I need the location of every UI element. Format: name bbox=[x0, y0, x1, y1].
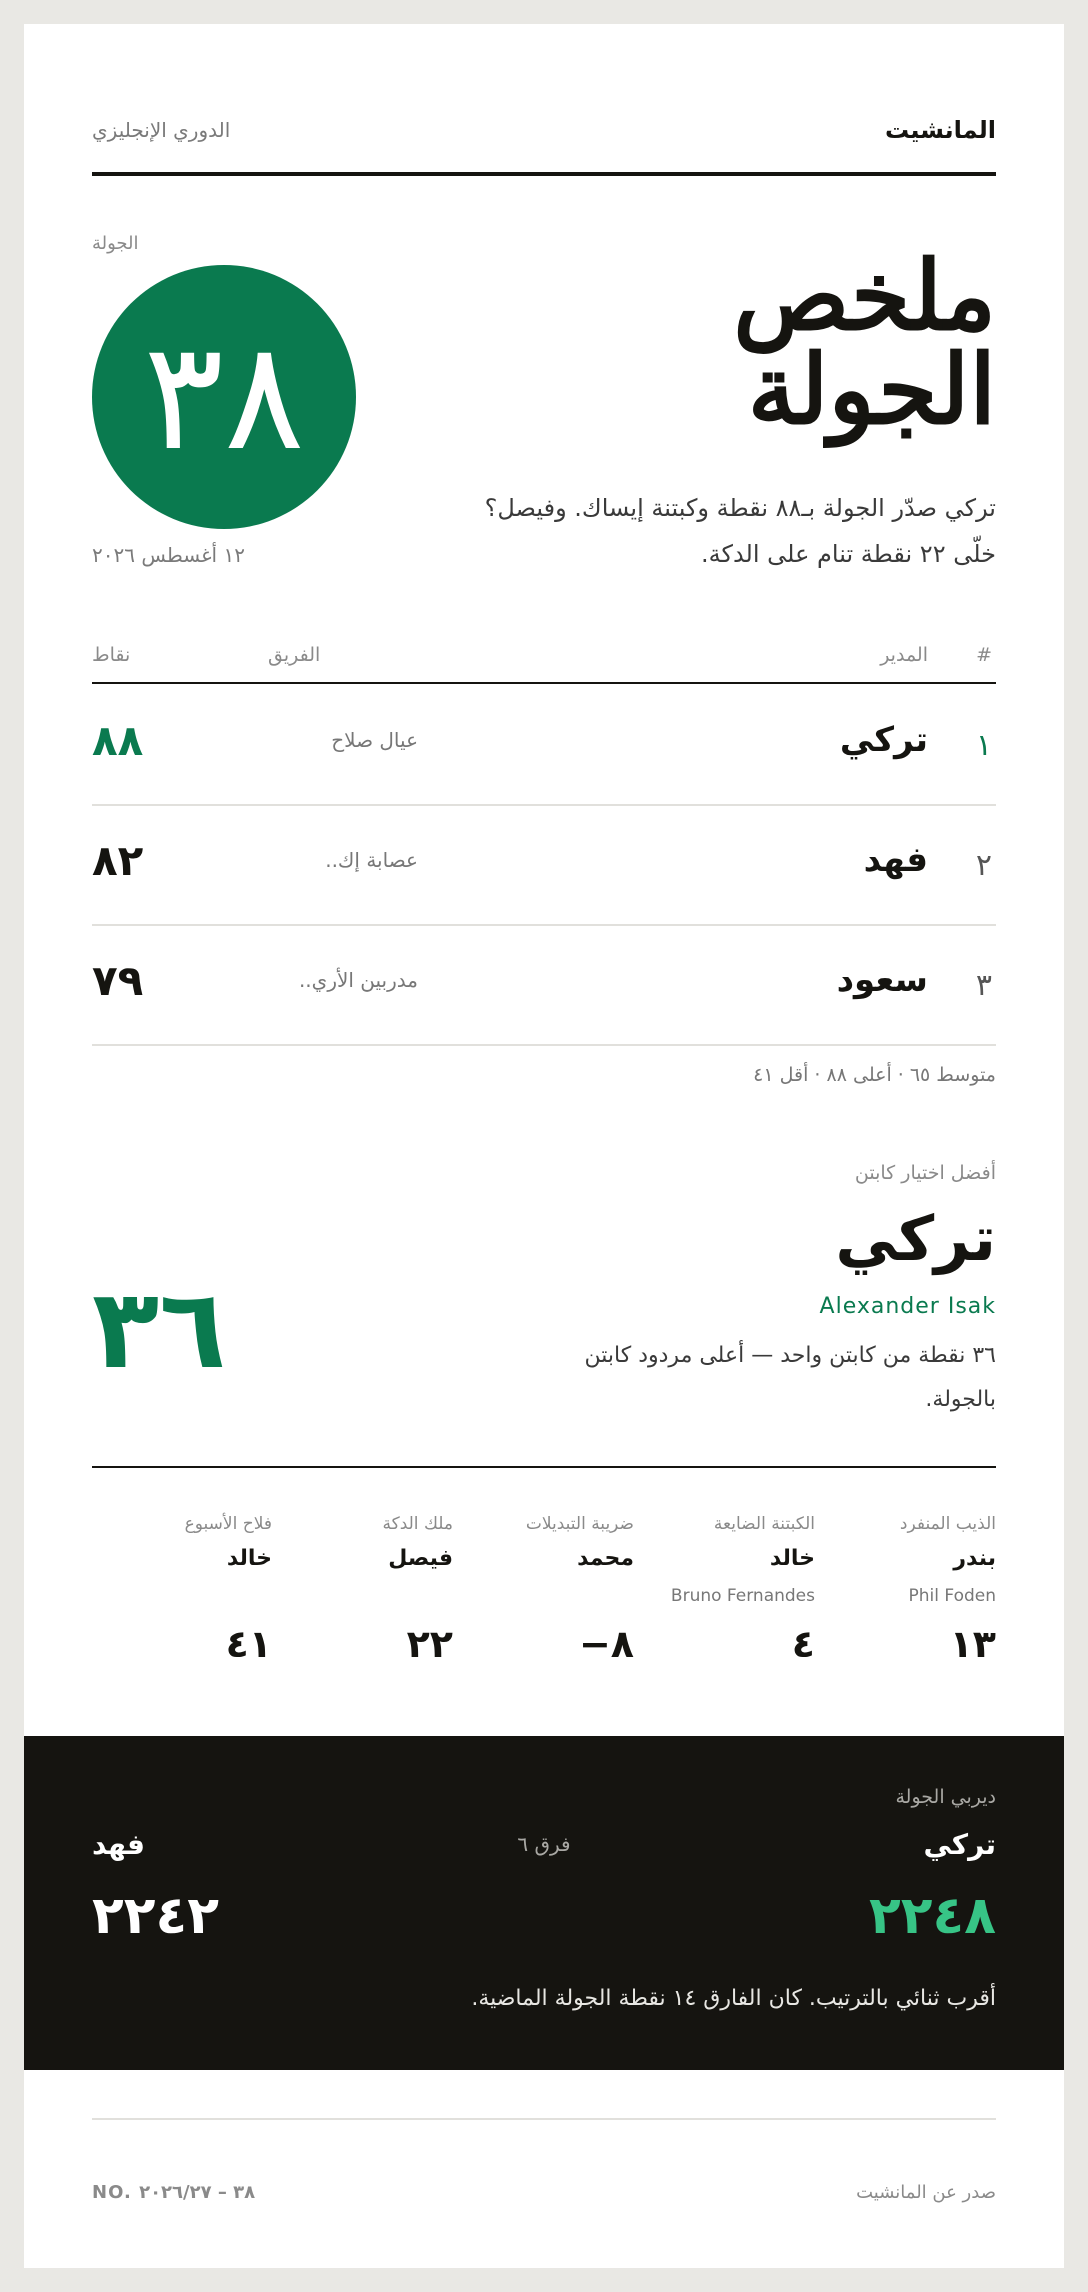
award-value: ٨− bbox=[578, 1622, 634, 1666]
table-row[interactable] bbox=[92, 686, 996, 806]
award-bench-king bbox=[273, 1514, 453, 1666]
standings-table bbox=[92, 686, 996, 1046]
captain-manager: تركي bbox=[835, 1202, 996, 1275]
row-manager: فهد bbox=[863, 840, 928, 880]
hero-section bbox=[92, 219, 996, 579]
derby-label: ديربي الجولة bbox=[895, 1786, 996, 1808]
captain-player: Alexander Isak bbox=[819, 1294, 996, 1319]
row-points: ٨٨ bbox=[92, 716, 144, 765]
award-player bbox=[273, 1586, 453, 1622]
derby-score-b: ٢٢٤٢ bbox=[92, 1886, 219, 1946]
footer-publisher: صدر عن المانشيت bbox=[856, 2182, 996, 2203]
award-manager: خالد bbox=[769, 1546, 815, 1571]
round-date: ١٢ أغسطس ٢٠٢٦ bbox=[92, 543, 245, 567]
award-value: ٤ bbox=[791, 1622, 815, 1666]
row-team: عصابة إك.. bbox=[325, 848, 418, 872]
table-row[interactable] bbox=[92, 926, 996, 1046]
standings-stats: متوسط ٦٥ · أعلى ٨٨ · أقل ٤١ bbox=[753, 1064, 996, 1086]
award-manager: محمد bbox=[577, 1546, 634, 1571]
row-points: ٨٢ bbox=[92, 836, 144, 885]
derby-note: أقرب ثنائي بالترتيب. كان الفارق ١٤ نقطة الجولة الماضية. bbox=[471, 1986, 996, 2011]
header-rank: # bbox=[976, 644, 992, 666]
award-wasted-captaincy bbox=[635, 1514, 815, 1666]
derby-team-a: تركي bbox=[923, 1828, 996, 1861]
header-manager: المدير bbox=[880, 644, 928, 666]
award-value: ٢٢ bbox=[406, 1622, 453, 1666]
award-value: ١٣ bbox=[949, 1622, 996, 1666]
awards-row bbox=[92, 1514, 996, 1714]
row-team: مدربين الأري.. bbox=[298, 968, 418, 992]
award-value: ٤١ bbox=[225, 1622, 272, 1666]
row-team: عيال صلاح bbox=[331, 728, 418, 752]
captain-section bbox=[92, 1154, 996, 1468]
captain-label: أفضل اختيار كابتن bbox=[854, 1162, 996, 1184]
award-lone-wolf bbox=[816, 1514, 996, 1666]
league-name: الدوري الإنجليزي bbox=[92, 118, 231, 142]
award-player bbox=[454, 1586, 634, 1622]
row-rank: ٣ bbox=[975, 968, 992, 1003]
award-manager: بندر bbox=[953, 1546, 996, 1571]
footer-issue-number: NO. ٣٨ – ٢٠٢٦/٢٧ bbox=[92, 2182, 256, 2203]
award-label: ملك الدكة bbox=[382, 1514, 453, 1534]
award-player: Bruno Fernandes bbox=[670, 1586, 815, 1606]
newsletter-sheet bbox=[24, 24, 1064, 2268]
award-player bbox=[92, 1586, 272, 1622]
masthead bbox=[92, 94, 996, 176]
row-manager: سعود bbox=[836, 960, 928, 1000]
page-title: ملخص الجولة bbox=[733, 239, 996, 446]
captain-note: ٣٦ نقطة من كابتن واحد — أعلى مردود كابتن بالجولة. bbox=[584, 1343, 996, 1412]
row-points: ٧٩ bbox=[92, 956, 144, 1005]
award-transfer-tax bbox=[454, 1514, 634, 1666]
footer-divider bbox=[92, 2118, 996, 2120]
derby-team-b: فهد bbox=[92, 1828, 145, 1861]
award-label: الذيب المنفرد bbox=[899, 1514, 996, 1534]
row-rank: ١ bbox=[975, 728, 992, 763]
award-label: الكبتنة الضايعة bbox=[713, 1514, 815, 1534]
derby-difference: فرق ٦ bbox=[517, 1832, 571, 1856]
header-team: الفريق bbox=[268, 644, 321, 666]
row-manager: تركي bbox=[839, 720, 928, 760]
header-points: نقاط bbox=[92, 644, 131, 666]
award-manager: فيصل bbox=[388, 1546, 453, 1571]
derby-section bbox=[24, 1736, 1064, 2070]
award-label: ضريبة التبديلات bbox=[525, 1514, 634, 1534]
award-farmer-of-week bbox=[92, 1514, 272, 1666]
captain-points: ٣٦ bbox=[92, 1265, 227, 1393]
brand-name: المانشيت bbox=[885, 116, 996, 144]
table-row[interactable] bbox=[92, 806, 996, 926]
derby-score-a: ٢٢٤٨ bbox=[869, 1886, 996, 1946]
standings-header bbox=[92, 634, 996, 684]
round-label: الجولة bbox=[92, 233, 139, 254]
row-rank: ٢ bbox=[975, 848, 992, 883]
award-manager: خالد bbox=[226, 1546, 272, 1571]
round-number-badge: ٣٨ bbox=[92, 265, 356, 529]
award-player: Phil Foden bbox=[908, 1586, 996, 1606]
page-subtitle: تركي صدّر الجولة بـ٨٨ نقطة وكبتنة إيساك. وفيصل؟ خلّى ٢٢ نقطة تنام على الدكة. bbox=[484, 494, 996, 568]
award-label: فلاح الأسبوع bbox=[184, 1514, 272, 1534]
